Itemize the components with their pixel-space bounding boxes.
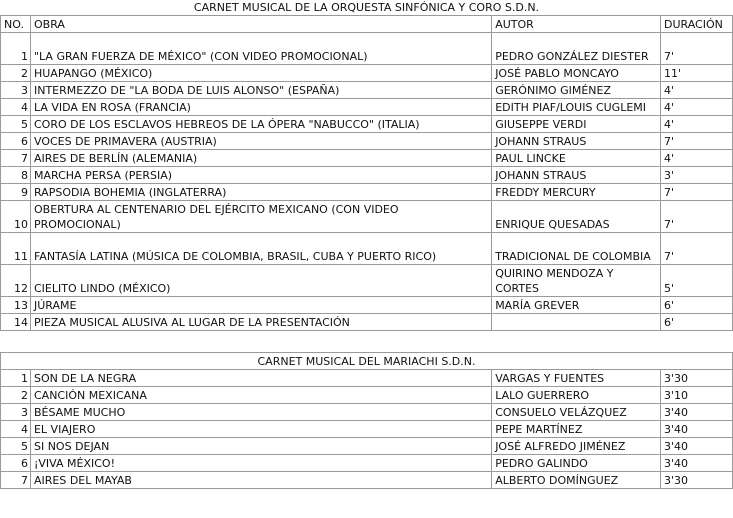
header-autor: AUTOR [492,16,661,33]
cell-no: 10 [1,201,31,233]
orchestra-rows [1,33,733,331]
cell-autor: TRADICIONAL DE COLOMBIA [492,233,661,265]
cell-no: 13 [1,297,31,314]
cell-autor: PEDRO GONZÁLEZ DIESTER [492,33,661,65]
table-row [1,33,733,65]
cell-obra: "LA GRAN FUERZA DE MÉXICO" (CON VIDEO PROMOCIONAL) [30,33,491,65]
cell-no: 2 [1,65,31,82]
table-row [1,421,733,438]
cell-duracion: 7' [660,184,732,201]
cell-obra: JÚRAME [30,297,491,314]
table-row [1,472,733,489]
cell-obra: PIEZA MUSICAL ALUSIVA AL LUGAR DE LA PRESENTACIÓN [30,314,491,331]
cell-no: 7 [1,472,31,489]
cell-no: 1 [1,370,31,387]
table-row [1,370,733,387]
cell-duracion: 3'40 [660,404,732,421]
orchestra-title-row [1,0,733,16]
header-no: NO. [1,16,31,33]
cell-duracion: 4' [660,82,732,99]
cell-autor: JOSÉ PABLO MONCAYO [492,65,661,82]
cell-duracion: 4' [660,116,732,133]
cell-duracion: 4' [660,99,732,116]
cell-obra: CIELITO LINDO (MÉXICO) [30,265,491,297]
cell-duracion: 3'30 [660,370,732,387]
cell-duracion: 3' [660,167,732,184]
cell-no: 2 [1,387,31,404]
table-row [1,265,733,297]
table-row [1,133,733,150]
cell-autor: PAUL LINCKE [492,150,661,167]
cell-no: 7 [1,150,31,167]
table-row [1,233,733,265]
cell-duracion: 7' [660,233,732,265]
cell-autor: MARÍA GREVER [492,297,661,314]
cell-duracion: 11' [660,65,732,82]
cell-duracion: 4' [660,150,732,167]
section-gap [1,331,733,353]
cell-autor: LALO GUERRERO [492,387,661,404]
cell-autor: FREDDY MERCURY [492,184,661,201]
table-row [1,167,733,184]
table-row [1,150,733,167]
table-row [1,82,733,99]
cell-autor: ALBERTO DOMÍNGUEZ [492,472,661,489]
cell-obra: AIRES DEL MAYAB [30,472,491,489]
cell-obra: OBERTURA AL CENTENARIO DEL EJÉRCITO MEXICANO (CON VIDEO PROMOCIONAL) [30,201,491,233]
cell-duracion: 6' [660,297,732,314]
cell-obra: RAPSODIA BOHEMIA (INGLATERRA) [30,184,491,201]
cell-duracion: 3'40 [660,455,732,472]
cell-obra: HUAPANGO (MÉXICO) [30,65,491,82]
cell-duracion: 3'40 [660,421,732,438]
table-row [1,184,733,201]
cell-duracion: 7' [660,201,732,233]
cell-duracion: 3'10 [660,387,732,404]
cell-no: 8 [1,167,31,184]
table-row [1,201,733,233]
header-obra: OBRA [30,16,491,33]
cell-autor: PEPE MARTÍNEZ [492,421,661,438]
header-row [1,16,733,33]
cell-obra: SON DE LA NEGRA [30,370,491,387]
cell-obra: CANCIÓN MEXICANA [30,387,491,404]
table-row [1,404,733,421]
mariachi-rows [1,370,733,489]
cell-obra: LA VIDA EN ROSA (FRANCIA) [30,99,491,116]
cell-autor: PEDRO GALINDO [492,455,661,472]
cell-obra: VOCES DE PRIMAVERA (AUSTRIA) [30,133,491,150]
table-row [1,297,733,314]
cell-duracion: 7' [660,33,732,65]
table-row [1,99,733,116]
cell-no: 4 [1,99,31,116]
cell-autor [492,314,661,331]
cell-autor: ENRIQUE QUESADAS [492,201,661,233]
cell-no: 5 [1,116,31,133]
mariachi-title-row [1,353,733,370]
cell-obra: BÉSAME MUCHO [30,404,491,421]
table-row [1,455,733,472]
cell-autor: VARGAS Y FUENTES [492,370,661,387]
cell-autor: QUIRINO MENDOZA Y CORTES [492,265,661,297]
cell-no: 14 [1,314,31,331]
cell-no: 4 [1,421,31,438]
cell-duracion: 7' [660,133,732,150]
cell-obra: SI NOS DEJAN [30,438,491,455]
cell-autor: JOHANN STRAUS [492,167,661,184]
cell-obra: EL VIAJERO [30,421,491,438]
cell-autor: CONSUELO VELÁZQUEZ [492,404,661,421]
cell-no: 11 [1,233,31,265]
cell-no: 5 [1,438,31,455]
cell-duracion: 6' [660,314,732,331]
cell-obra: AIRES DE BERLÍN (ALEMANIA) [30,150,491,167]
cell-no: 1 [1,33,31,65]
cell-no: 6 [1,133,31,150]
cell-no: 3 [1,82,31,99]
table-row [1,116,733,133]
cell-autor: JOSÉ ALFREDO JIMÉNEZ [492,438,661,455]
cell-duracion: 3'40 [660,438,732,455]
cell-duracion: 5' [660,265,732,297]
cell-no: 3 [1,404,31,421]
cell-obra: ¡VIVA MÉXICO! [30,455,491,472]
header-duracion: DURACIÓN [660,16,732,33]
cell-obra: MARCHA PERSA (PERSIA) [30,167,491,184]
table-row [1,314,733,331]
mariachi-title: CARNET MUSICAL DEL MARIACHI S.D.N. [1,353,733,370]
cell-autor: GIUSEPPE VERDI [492,116,661,133]
table-row [1,387,733,404]
orchestra-title: CARNET MUSICAL DE LA ORQUESTA SINFÓNICA Y CORO S.D.N. [1,0,733,16]
cell-obra: INTERMEZZO DE "LA BODA DE LUIS ALONSO" (ESPAÑA) [30,82,491,99]
cell-duracion: 3'30 [660,472,732,489]
cell-obra: FANTASÍA LATINA (MÚSICA DE COLOMBIA, BRASIL, CUBA Y PUERTO RICO) [30,233,491,265]
cell-autor: JOHANN STRAUS [492,133,661,150]
cell-autor: EDITH PIAF/LOUIS CUGLEMI [492,99,661,116]
gap-cell [1,331,733,353]
cell-no: 12 [1,265,31,297]
table-row [1,65,733,82]
table-row [1,438,733,455]
cell-obra: CORO DE LOS ESCLAVOS HEBREOS DE LA ÓPERA "NABUCCO" (ITALIA) [30,116,491,133]
cell-autor: GERÓNIMO GIMÉNEZ [492,82,661,99]
cell-no: 9 [1,184,31,201]
cell-no: 6 [1,455,31,472]
